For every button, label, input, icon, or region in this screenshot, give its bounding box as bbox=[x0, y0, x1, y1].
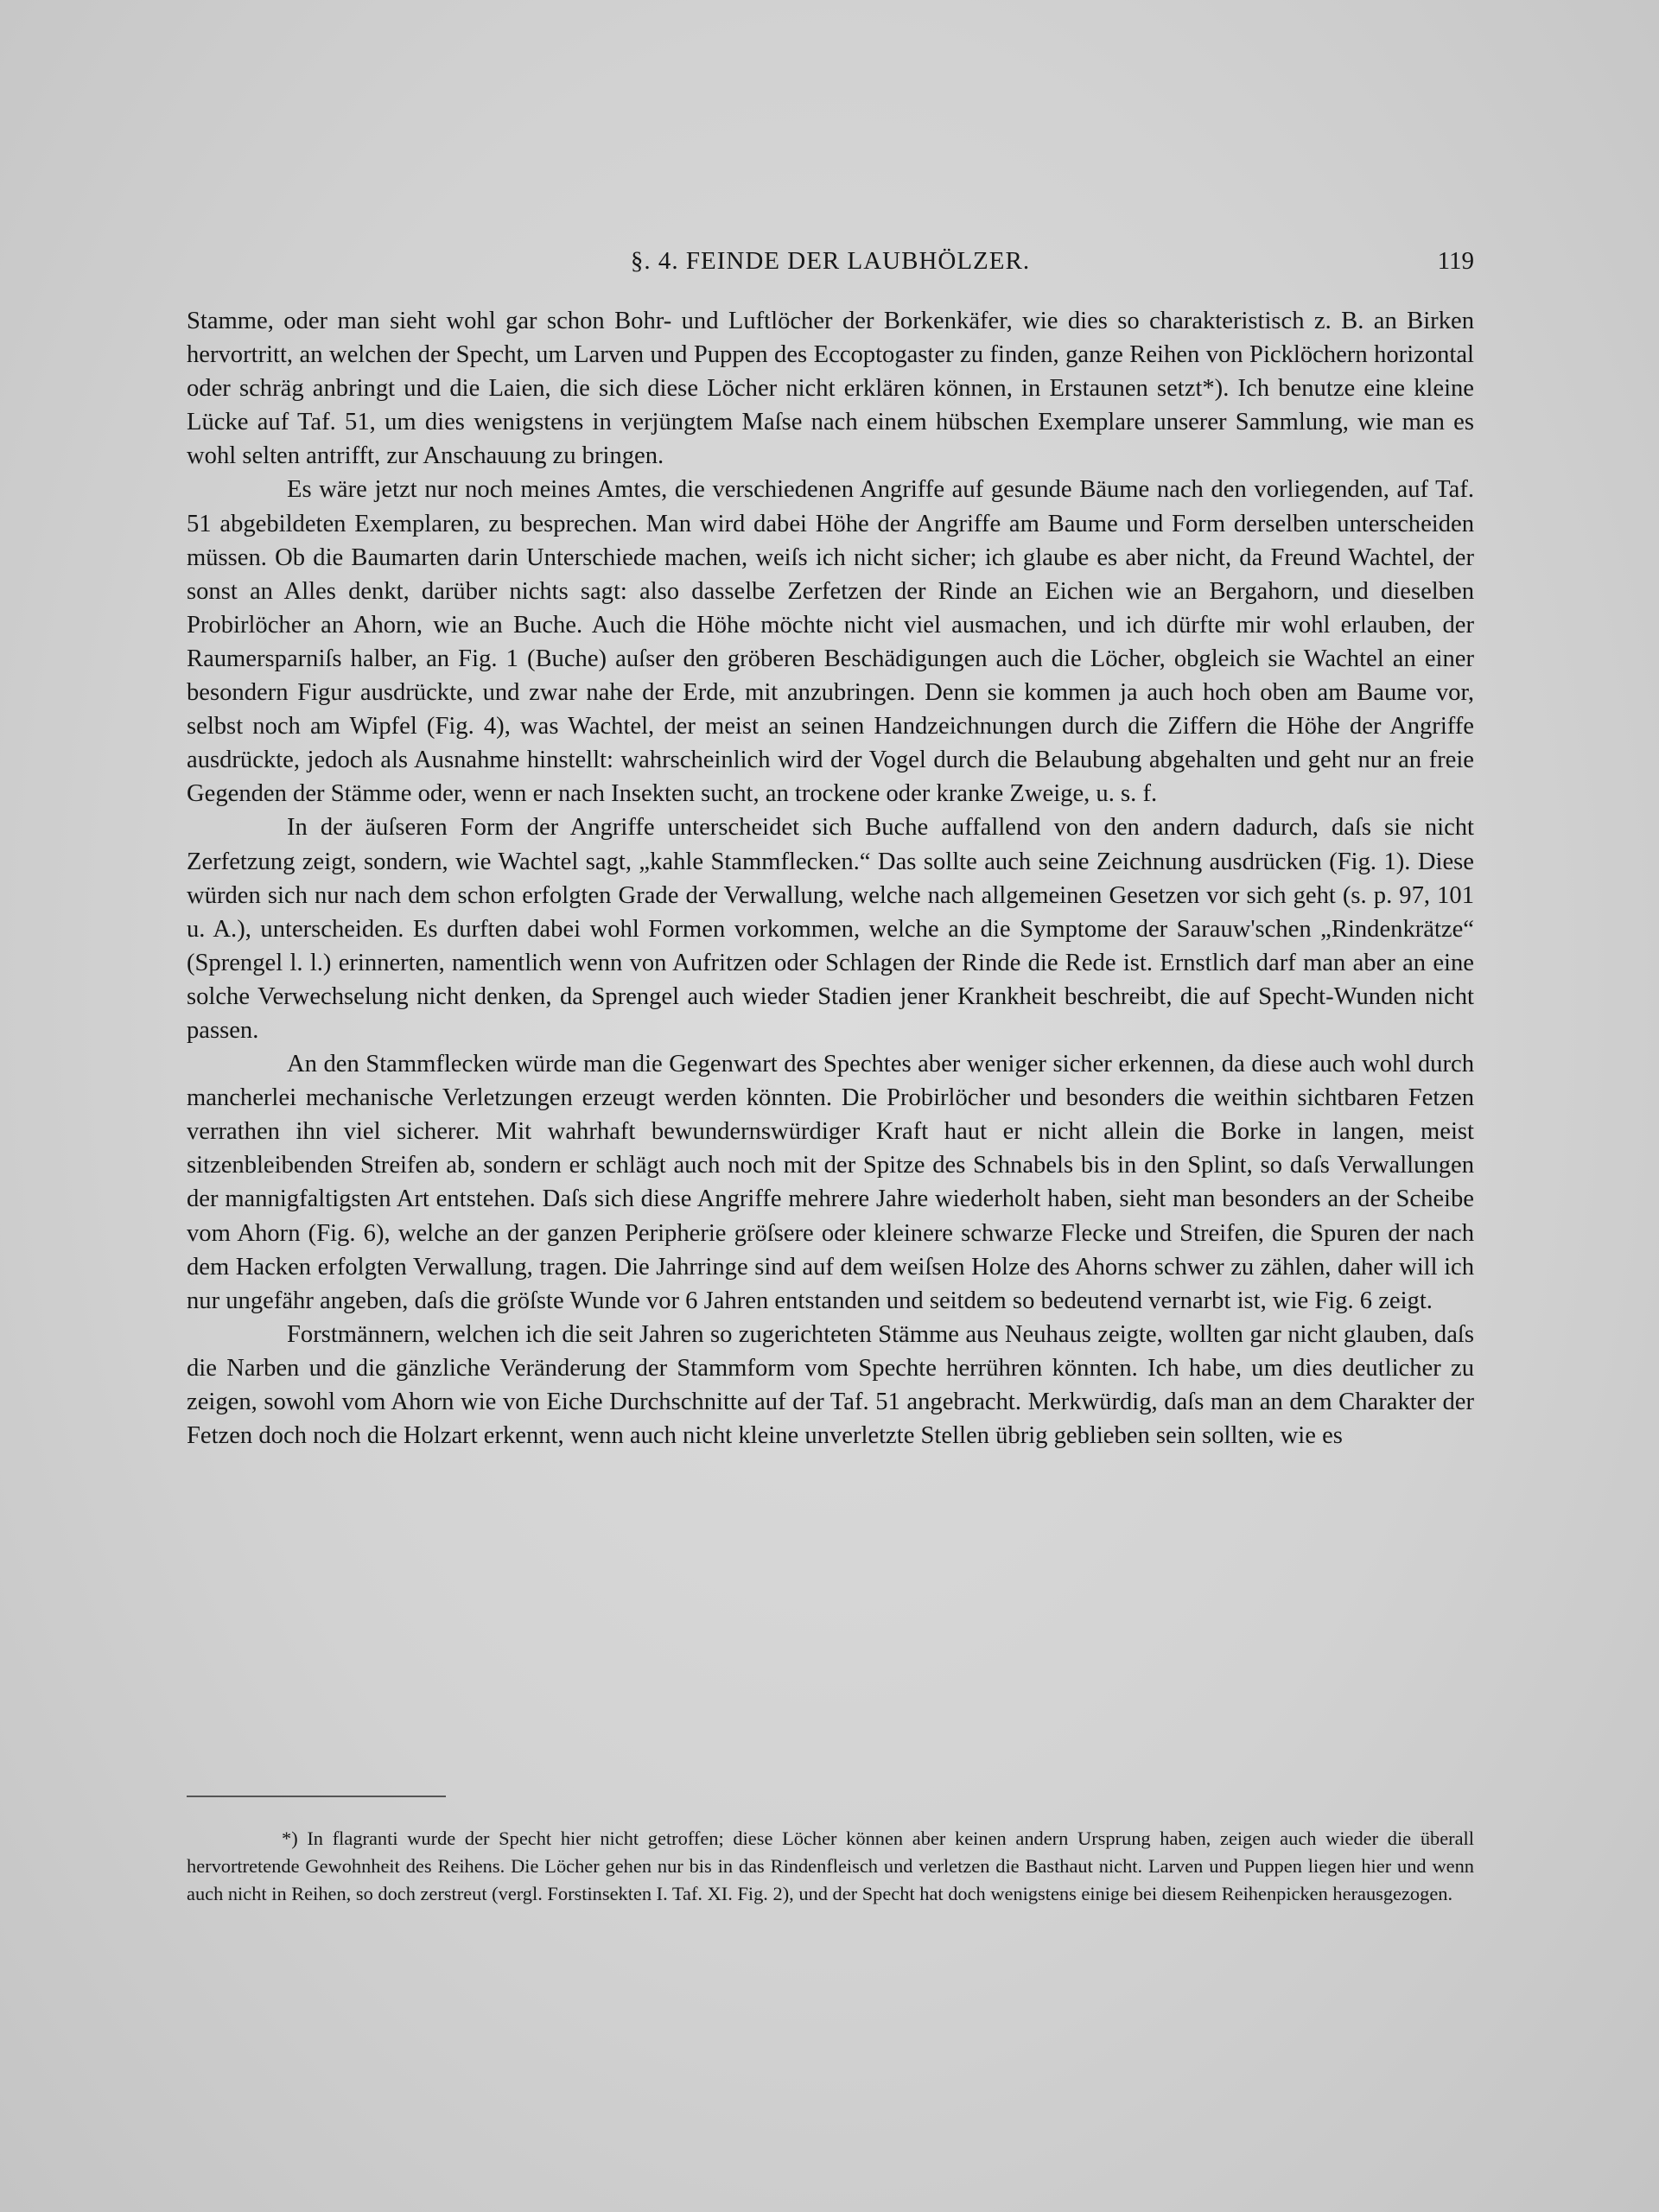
body-text bbox=[187, 304, 1474, 1452]
paragraph: Stamme, oder man sieht wohl gar schon Bohr- und Luftlöcher der Borkenkäfer, wie dies so charakteristisch z. B. an Birken hervortritt, an welchen der Specht, um Larven und Puppen des Eccoptogaster zu finden, ganze Reihen von Picklöchern horizontal oder schräg anbringt und die Laien, die sich diese Löcher nicht erklären können, in Erstaunen setzt*). Ich benutze eine kleine Lücke auf Taf. 51, um dies wenigstens in verjüngtem Maſse nach einem hübschen Exemplare unserer Sammlung, wie man es wohl selten antrifft, zur Anschauung zu bringen. bbox=[187, 308, 1474, 470]
paragraph: Es wäre jetzt nur noch meines Amtes, die verschiedenen Angriffe auf gesunde Bäume nach den vorliegenden, auf Taf. 51 abgebildeten Exemplaren, zu besprechen. Man wird dabei Höhe der Angriffe am Baume und Form derselben unterscheiden müssen. Ob die Baumarten darin Unterschiede machen, weiſs ich nicht sicher; ich glaube es aber nicht, da Freund Wachtel, der sonst an Alles denkt, darüber nichts sagt: also dasselbe Zerfetzen der Rinde an Eichen wie an Bergahorn, und dieselben Probirlöcher an Ahorn, wie an Buche. Auch die Höhe möchte nicht viel ausmachen, und ich dürfte mir wohl erlauben, der Raumersparniſs halber, an Fig. 1 (Buche) auſser den gröberen Beschädigungen auch die Löcher, obgleich sie Wachtel an einer besondern Figur ausdrückte, und zwar nahe der Erde, mit anzubringen. Denn sie kommen ja auch hoch oben am Baume vor, selbst noch am Wipfel (Fig. 4), was Wachtel, der meist an seinen Handzeichnungen durch die Ziffern die Höhe der Angriffe ausdrückte, jedoch als Ausnahme hinstellt: wahrscheinlich wird der Vogel durch die Belaubung abgehalten und geht nur an freie Gegenden der Stämme oder, wenn er nach Insekten sucht, an trockene oder kranke Zweige, u. s. f. bbox=[187, 476, 1474, 808]
paragraph: In der äuſseren Form der Angriffe unterscheidet sich Buche auffallend von den andern dadurch, daſs sie nicht Zerfetzung zeigt, sondern, wie Wachtel sagt, „kahle Stammflecken.“ Das sollte auch seine Zeichnung ausdrücken (Fig. 1). Diese würden sich nur nach dem schon erfolgten Grade der Verwallung, welche nach allgemeinen Gesetzen vor sich geht (s. p. 97, 101 u. A.), unterscheiden. Es durften dabei wohl Formen vorkommen, welche an die Symptome der Sarauw'schen „Rindenkrätze“ (Sprengel l. l.) erinnerten, namentlich wenn von Aufritzen oder Schlagen der Rinde die Rede ist. Ernstlich darf man aber an eine solche Verwechselung nicht denken, da Sprengel auch wieder Stadien jener Krankheit beschreibt, die auf Specht-Wunden nicht passen. bbox=[187, 814, 1474, 1044]
header-title: §. 4. FEINDE DER LAUBHÖLZER. bbox=[630, 247, 1031, 275]
page-number: 119 bbox=[1437, 247, 1474, 275]
footnote: *) In flagranti wurde der Specht hier nicht getroffen; diese Löcher können aber keinen andern Ursprung haben, zeigen auch wieder die überall hervortretende Gewohnheit des Reihens. Die Löcher gehen nur bis in das Rindenfleisch und verletzen die Basthaut nicht. Larven und Puppen liegen hier und wenn auch nicht in Reihen, so doch zerstreut (vergl. Forstinsekten I. Taf. XI. Fig. 2), und der Specht hat doch wenigstens einige bei diesem Reihenpicken herausgezogen. bbox=[187, 1827, 1474, 1904]
footnote-divider bbox=[187, 1796, 446, 1797]
running-header bbox=[187, 247, 1474, 278]
paragraph: Forstmännern, welchen ich die seit Jahren so zugerichteten Stämme aus Neuhaus zeigte, wollten gar nicht glauben, daſs die Narben und die gänzliche Veränderung der Stammform vom Spechte herrühren könnten. Ich habe, um dies deutlicher zu zeigen, sowohl vom Ahorn wie von Eiche Durchschnitte auf der Taf. 51 angebracht. Merkwürdig, daſs man an dem Charakter der Fetzen doch noch die Holzart erkennt, wenn auch nicht kleine unverletzte Stellen übrig geblieben sein sollten, wie es bbox=[187, 1320, 1474, 1450]
paragraph: An den Stammflecken würde man die Gegenwart des Spechtes aber weniger sicher erkennen, da diese auch wohl durch mancherlei mechanische Verletzungen erzeugt werden könnten. Die Probirlöcher und besonders die weithin sichtbaren Fetzen verrathen ihn viel sicherer. Mit wahrhaft bewundernswürdiger Kraft haut er nicht allein die Borke in langen, meist sitzenbleibenden Streifen ab, sondern er schlägt auch noch mit der Spitze des Schnabels bis in den Splint, so daſs Verwallungen der mannigfaltigsten Art entstehen. Daſs sich diese Angriffe mehrere Jahre wiederholt haben, sieht man besonders an der Scheibe vom Ahorn (Fig. 6), welche an der ganzen Peripherie gröſsere oder kleinere schwarze Flecke und Streifen, die Spuren der nach dem Hacken erfolgten Verwallung, tragen. Die Jahrringe sind auf dem weiſsen Holze des Ahorns schwer zu zählen, daher will ich nur ungefähr angeben, daſs die gröſste Wunde vor 6 Jahren entstanden und seitdem so bedeutend vernarbt ist, wie Fig. 6 zeigt. bbox=[187, 1051, 1474, 1314]
